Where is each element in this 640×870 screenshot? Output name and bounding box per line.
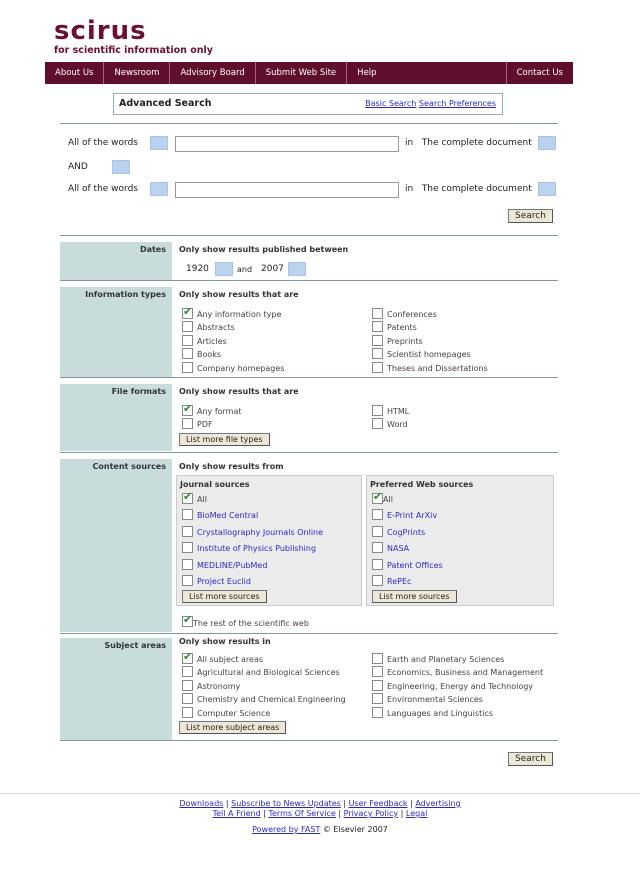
year-to-value: 2007	[261, 264, 284, 274]
logo-wordmark: scirus	[54, 16, 147, 46]
checkbox-html[interactable]	[372, 405, 383, 416]
nav-contact-us[interactable]: Contact Us	[506, 62, 573, 84]
dates-section	[60, 235, 558, 281]
dates-label: Dates	[60, 242, 172, 280]
query-1-field-label: All of the words	[68, 138, 138, 148]
checkbox-articles[interactable]	[182, 335, 193, 346]
operator-select[interactable]	[112, 160, 130, 174]
query-2-in-label: in The complete document	[405, 184, 532, 194]
option-label: PDF	[197, 420, 213, 429]
checkbox-abstracts[interactable]	[182, 321, 193, 332]
preferred-web-sources-panel	[366, 475, 554, 606]
content-sources-heading: Only show results from	[179, 462, 284, 471]
list-more-file-types-button[interactable]: List more file types	[179, 433, 270, 446]
footer-tell-a-friend-link[interactable]: Tell A Friend	[212, 809, 261, 818]
checkbox-cogprints[interactable]	[372, 526, 383, 537]
query-operator: AND	[68, 162, 88, 172]
checkbox-environmental-sciences[interactable]	[372, 693, 383, 704]
nav-about-us[interactable]: About Us	[45, 62, 104, 84]
footer-divider	[0, 793, 640, 794]
option-label: Abstracts	[197, 323, 235, 332]
footer-separator: |	[263, 809, 266, 818]
page-title: Advanced Search	[119, 98, 212, 109]
footer-separator: |	[400, 809, 404, 818]
checkbox-languages-and-linguistics[interactable]	[372, 707, 383, 718]
checkbox-any-format[interactable]	[182, 405, 193, 416]
logo-tagline: for scientific information only	[54, 45, 213, 56]
checkbox-books[interactable]	[182, 348, 193, 359]
subject-areas-section	[60, 634, 558, 742]
checkbox-medline-pubmed[interactable]	[182, 559, 193, 570]
option-label: The rest of the scientific web	[193, 619, 309, 628]
divider	[60, 123, 558, 124]
option-label: Books	[197, 350, 222, 359]
footer-powered-row	[0, 825, 640, 834]
repec-link[interactable]: RePEc	[387, 577, 412, 586]
option-label: All	[197, 495, 207, 504]
medline-pubmed-link[interactable]: MEDLINE/PubMed	[197, 561, 268, 570]
option-label: Computer Science	[197, 709, 271, 718]
checkbox-web-all[interactable]	[372, 493, 383, 504]
footer-links-row-2	[0, 809, 640, 818]
institute-of-physics-publishing-link[interactable]: Institute of Physics Publishing	[197, 544, 317, 553]
biomed-central-link[interactable]: BioMed Central	[197, 511, 259, 520]
query-2-field-select[interactable]	[150, 182, 168, 196]
footer-subscribe-link[interactable]: Subscribe to News Updates	[231, 799, 341, 808]
query-1-input[interactable]	[175, 136, 399, 152]
nav-submit-web-site[interactable]: Submit Web Site	[256, 62, 347, 84]
checkbox-chemistry-and-chemical-engineering[interactable]	[182, 693, 193, 704]
list-more-journal-sources-button[interactable]: List more sources	[182, 590, 267, 603]
journal-sources-heading: Journal sources	[180, 480, 250, 489]
option-label: Company homepages	[197, 364, 285, 373]
search-mode-links	[365, 99, 496, 108]
checkbox-theses-and-dissertations[interactable]	[372, 362, 383, 373]
checkbox-engineering-energy-and-technology[interactable]	[372, 680, 383, 691]
option-label: Word	[387, 420, 408, 429]
checkbox-rest-of-scientific-web[interactable]	[182, 616, 193, 627]
subject-areas-label: Subject areas	[60, 638, 172, 740]
option-label: Articles	[197, 337, 227, 346]
search-button-top[interactable]: Search	[508, 209, 553, 223]
option-label: Languages and Linguistics	[387, 709, 493, 718]
option-label: All subject areas	[197, 655, 264, 664]
footer-advertising-link[interactable]: Advertising	[415, 799, 461, 808]
option-label: Environmental Sciences	[387, 695, 483, 704]
cogprints-link[interactable]: CogPrints	[387, 528, 426, 537]
query-1-field-select[interactable]	[150, 136, 168, 150]
checkbox-pdf[interactable]	[182, 418, 193, 429]
option-label: Astronomy	[197, 682, 241, 691]
checkbox-astronomy[interactable]	[182, 680, 193, 691]
checkbox-computer-science[interactable]	[182, 707, 193, 718]
checkbox-institute-of-physics-publishing[interactable]	[182, 542, 193, 553]
option-label: Preprints	[387, 337, 423, 346]
option-label: Theses and Dissertations	[387, 364, 488, 373]
footer-separator: |	[410, 799, 413, 808]
option-label: Engineering, Energy and Technology	[387, 682, 534, 691]
file-formats-heading: Only show results that are	[179, 387, 299, 396]
checkbox-all-subject-areas[interactable]	[182, 653, 193, 664]
crystallography-journals-online-link[interactable]: Crystallography Journals Online	[197, 528, 324, 537]
e-print-arxiv-link[interactable]: E-Print ArXiv	[387, 511, 438, 520]
basic-search-link[interactable]: Basic Search	[365, 99, 417, 108]
nav-help[interactable]: Help	[357, 68, 377, 78]
checkbox-earth-and-planetary-sciences[interactable]	[372, 653, 383, 664]
dates-heading: Only show results published between	[179, 245, 349, 254]
project-euclid-link[interactable]: Project Euclid	[197, 577, 251, 586]
information-types-heading: Only show results that are	[179, 290, 299, 299]
option-label: HTML	[387, 407, 410, 416]
option-label: Any information type	[197, 310, 282, 319]
query-2-input[interactable]	[175, 182, 399, 198]
powered-by-fast-link[interactable]: Powered by FAST	[252, 825, 321, 834]
query-2-scope-select[interactable]	[538, 182, 556, 196]
checkbox-word[interactable]	[372, 418, 383, 429]
file-formats-section	[60, 378, 558, 453]
checkbox-any-information-type[interactable]	[182, 308, 193, 319]
checkbox-nasa[interactable]	[372, 542, 383, 553]
nav-newsroom[interactable]: Newsroom	[104, 62, 170, 84]
footer-terms-of-service-link[interactable]: Terms Of Service	[268, 809, 336, 818]
query-row-2	[68, 182, 558, 196]
footer-user-feedback-link[interactable]: User Feedback	[348, 799, 408, 808]
checkbox-journal-all[interactable]	[182, 493, 193, 504]
nav-spacer	[387, 62, 506, 84]
year-to-select[interactable]	[288, 262, 306, 276]
list-more-web-sources-button[interactable]: List more sources	[372, 590, 457, 603]
option-label: Chemistry and Chemical Engineering	[197, 695, 346, 704]
checkbox-agricultural-and-biological-sciences[interactable]	[182, 666, 193, 677]
option-label: Scientist homepages	[387, 350, 471, 359]
checkbox-biomed-central[interactable]	[182, 509, 193, 520]
option-label: Conferences	[387, 310, 437, 319]
dates-and-label: and	[237, 265, 253, 274]
nav-advisory-board[interactable]: Advisory Board	[170, 62, 255, 84]
section-border	[60, 235, 558, 236]
search-button-bottom[interactable]: Search	[508, 752, 553, 766]
query-2-field-label: All of the words	[68, 184, 138, 194]
checkbox-patent-offices[interactable]	[372, 559, 383, 570]
journal-sources-panel	[176, 475, 362, 606]
scirus-logo[interactable]	[54, 18, 213, 56]
option-label: All	[383, 495, 393, 504]
checkbox-patents[interactable]	[372, 321, 383, 332]
option-label: Agricultural and Biological Sciences	[197, 668, 340, 677]
footer-separator: |	[225, 799, 229, 808]
content-sources-label: Content sources	[60, 459, 172, 632]
footer-separator: |	[343, 799, 347, 808]
file-formats-label: File formats	[60, 384, 172, 451]
top-navbar	[45, 62, 573, 84]
checkbox-e-print-arxiv[interactable]	[372, 509, 383, 520]
query-1-in-label: in The complete document	[405, 138, 532, 148]
footer-links-row-1	[0, 799, 640, 808]
checkbox-company-homepages[interactable]	[182, 362, 193, 373]
subject-areas-heading: Only show results in	[179, 637, 271, 646]
checkbox-crystallography-journals-online[interactable]	[182, 526, 193, 537]
year-from-select[interactable]	[215, 262, 233, 276]
footer-separator: |	[338, 809, 342, 818]
information-types-section	[60, 281, 558, 379]
information-types-label: Information types	[60, 287, 172, 377]
checkbox-preprints[interactable]	[372, 335, 383, 346]
option-label: Any format	[197, 407, 242, 416]
advanced-search-header	[113, 93, 503, 115]
patent-offices-link[interactable]: Patent Offices	[387, 561, 443, 570]
preferred-web-sources-heading: Preferred Web sources	[370, 480, 474, 489]
checkbox-scientist-homepages[interactable]	[372, 348, 383, 359]
year-from-value: 1920	[186, 264, 209, 274]
option-label: Patents	[387, 323, 417, 332]
footer-privacy-policy-link[interactable]: Privacy Policy	[343, 809, 399, 818]
footer-downloads-link[interactable]: Downloads	[179, 799, 224, 808]
list-more-subject-areas-button[interactable]: List more subject areas	[179, 721, 286, 734]
section-border	[60, 740, 558, 741]
query-row-1	[68, 136, 558, 150]
footer-legal-link[interactable]: Legal	[405, 809, 428, 818]
checkbox-project-euclid[interactable]	[182, 575, 193, 586]
checkbox-economics-business-and-management[interactable]	[372, 666, 383, 677]
checkbox-conferences[interactable]	[372, 308, 383, 319]
copyright-text: © Elsevier 2007	[322, 825, 388, 834]
option-label: Earth and Planetary Sciences	[387, 655, 505, 664]
search-preferences-link[interactable]: Search Preferences	[418, 99, 496, 108]
query-1-scope-select[interactable]	[538, 136, 556, 150]
checkbox-repec[interactable]	[372, 575, 383, 586]
content-sources-section	[60, 453, 558, 634]
nasa-link[interactable]: NASA	[387, 544, 410, 553]
option-label: Economics, Business and Management	[387, 668, 544, 677]
